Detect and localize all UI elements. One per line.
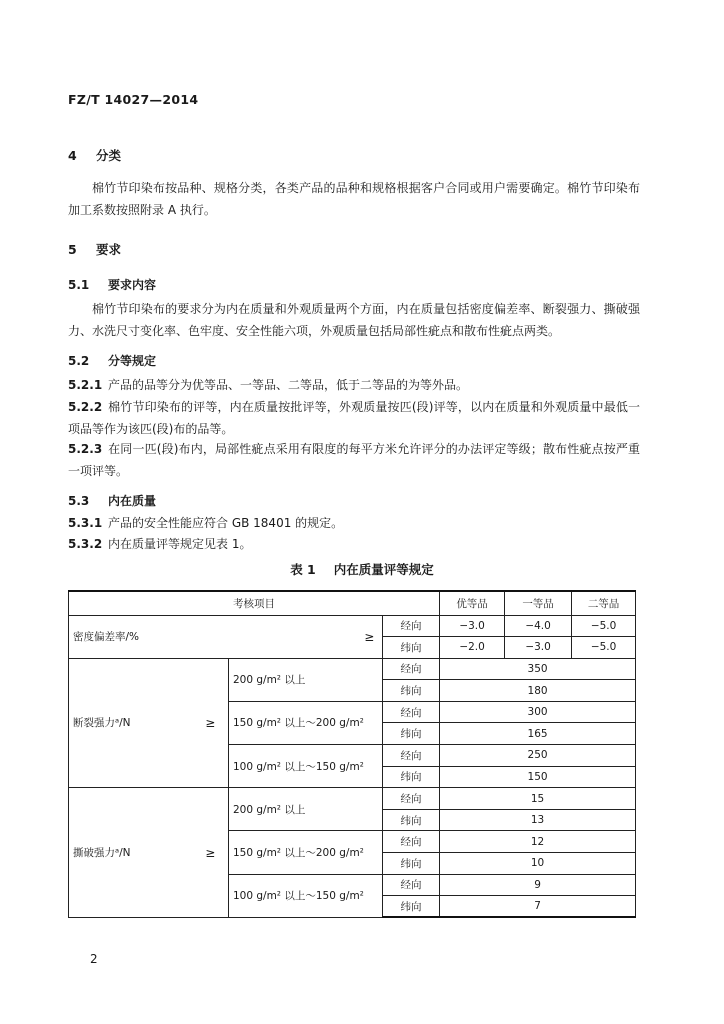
section-5-number: 5 <box>68 242 77 257</box>
tearing-label: 撕破强力ᵃ/N <box>69 788 193 918</box>
weight-cell: 200 g/m² 以上 <box>229 658 383 701</box>
section-4-paragraph: 棉竹节印染布按品种、规格分类，各类产品的品种和规格根据客户合同或用户需要确定。棉竹节印染布加工系数按照附录 A 执行。 <box>68 181 640 217</box>
clause-number: 5.2.3 <box>68 442 103 456</box>
header-grade-second: 二等品 <box>572 591 636 615</box>
direction-cell: 纬向 <box>383 809 440 831</box>
section-4-title: 分类 <box>96 148 122 163</box>
weight-cell: 200 g/m² 以上 <box>229 788 383 831</box>
gte-symbol: ≥ <box>357 615 383 658</box>
weight-cell: 100 g/m² 以上～150 g/m² <box>229 874 383 917</box>
section-5-1-heading <box>68 276 156 293</box>
value-cell: 150 <box>440 766 636 788</box>
table-row <box>69 615 636 637</box>
direction-cell: 经向 <box>383 658 440 680</box>
breaking-label: 断裂强力ᵃ/N <box>69 658 193 788</box>
header-grade-first: 一等品 <box>505 591 572 615</box>
value-cell: −5.0 <box>572 637 636 659</box>
clause-text: 产品的品等分为优等品、一等品、二等品，低于二等品的为等外品。 <box>108 378 469 392</box>
direction-cell: 经向 <box>383 745 440 767</box>
table-number: 表 1 <box>290 562 316 577</box>
value-cell: 180 <box>440 680 636 702</box>
section-4-number: 4 <box>68 148 77 163</box>
section-5-3-heading <box>68 492 156 509</box>
clause-text: 在同一匹(段)布内，局部性疵点采用有限度的每平方米允许评分的办法评定等级；散布性疵点按严重一项评等。 <box>68 442 640 478</box>
section-5-2-heading <box>68 352 156 369</box>
value-cell: 12 <box>440 831 636 853</box>
section-5-3-title: 内在质量 <box>108 494 157 508</box>
direction-cell: 纬向 <box>383 896 440 918</box>
clause-text: 内在质量评等规定见表 1。 <box>108 537 252 551</box>
table-row <box>69 788 636 810</box>
direction-cell: 经向 <box>383 874 440 896</box>
value-cell: −3.0 <box>505 637 572 659</box>
direction-cell: 经向 <box>383 701 440 723</box>
table-header-row <box>69 591 636 615</box>
value-cell: −3.0 <box>440 615 505 637</box>
weight-cell: 150 g/m² 以上～200 g/m² <box>229 701 383 744</box>
page-number: 2 <box>90 952 98 966</box>
clause-number: 5.3.1 <box>68 516 103 530</box>
clause-5-3-2 <box>68 533 640 555</box>
density-label: 密度偏差率/% <box>69 615 357 658</box>
clause-5-2-3 <box>68 438 640 482</box>
clause-number: 5.3.2 <box>68 537 103 551</box>
clause-text: 棉竹节印染布的评等，内在质量按批评等，外观质量按匹(段)评等，以内在质量和外观质量中最低一项品等作为该匹(段)布的品等。 <box>68 400 640 436</box>
direction-cell: 纬向 <box>383 680 440 702</box>
direction-cell: 经向 <box>383 615 440 637</box>
direction-cell: 纬向 <box>383 766 440 788</box>
clause-5-3-1 <box>68 512 640 534</box>
direction-cell: 经向 <box>383 788 440 810</box>
value-cell: 9 <box>440 874 636 896</box>
direction-cell: 经向 <box>383 831 440 853</box>
value-cell: 300 <box>440 701 636 723</box>
direction-cell: 纬向 <box>383 723 440 745</box>
header-grade-premium: 优等品 <box>440 591 505 615</box>
direction-cell: 纬向 <box>383 853 440 875</box>
value-cell: 13 <box>440 809 636 831</box>
header-item: 考核项目 <box>69 591 440 615</box>
value-cell: −5.0 <box>572 615 636 637</box>
value-cell: 15 <box>440 788 636 810</box>
value-cell: 10 <box>440 853 636 875</box>
weight-cell: 150 g/m² 以上～200 g/m² <box>229 831 383 874</box>
section-4-heading <box>68 146 121 164</box>
direction-cell: 纬向 <box>383 637 440 659</box>
weight-cell: 100 g/m² 以上～150 g/m² <box>229 745 383 788</box>
gte-symbol: ≥ <box>193 658 229 788</box>
clause-5-2-1 <box>68 374 640 396</box>
gte-symbol: ≥ <box>193 788 229 918</box>
clause-text: 产品的安全性能应符合 GB 18401 的规定。 <box>108 516 344 530</box>
value-cell: 350 <box>440 658 636 680</box>
quality-table <box>68 590 636 918</box>
table-title-text: 内在质量评等规定 <box>333 562 434 577</box>
section-5-2-title: 分等规定 <box>108 354 157 368</box>
section-5-3-number: 5.3 <box>68 494 90 508</box>
value-cell: −2.0 <box>440 637 505 659</box>
standard-code: FZ/T 14027—2014 <box>68 92 199 107</box>
section-5-title: 要求 <box>96 242 122 257</box>
value-cell: −4.0 <box>505 615 572 637</box>
section-5-1-paragraph: 棉竹节印染布的要求分为内在质量和外观质量两个方面，内在质量包括密度偏差率、断裂强力、撕破强力、水洗尺寸变化率、色牢度、安全性能六项，外观质量包括局部性疵点和散布性疵点两类。 <box>68 302 640 338</box>
section-5-2-number: 5.2 <box>68 354 90 368</box>
section-5-1-number: 5.1 <box>68 278 90 292</box>
value-cell: 250 <box>440 745 636 767</box>
section-5-heading <box>68 240 121 258</box>
table-title <box>0 560 724 578</box>
value-cell: 165 <box>440 723 636 745</box>
section-5-1-title: 要求内容 <box>108 278 157 292</box>
value-cell: 7 <box>440 896 636 918</box>
clause-number: 5.2.1 <box>68 378 103 392</box>
table-row <box>69 658 636 680</box>
clause-number: 5.2.2 <box>68 400 103 414</box>
clause-5-2-2 <box>68 396 640 440</box>
